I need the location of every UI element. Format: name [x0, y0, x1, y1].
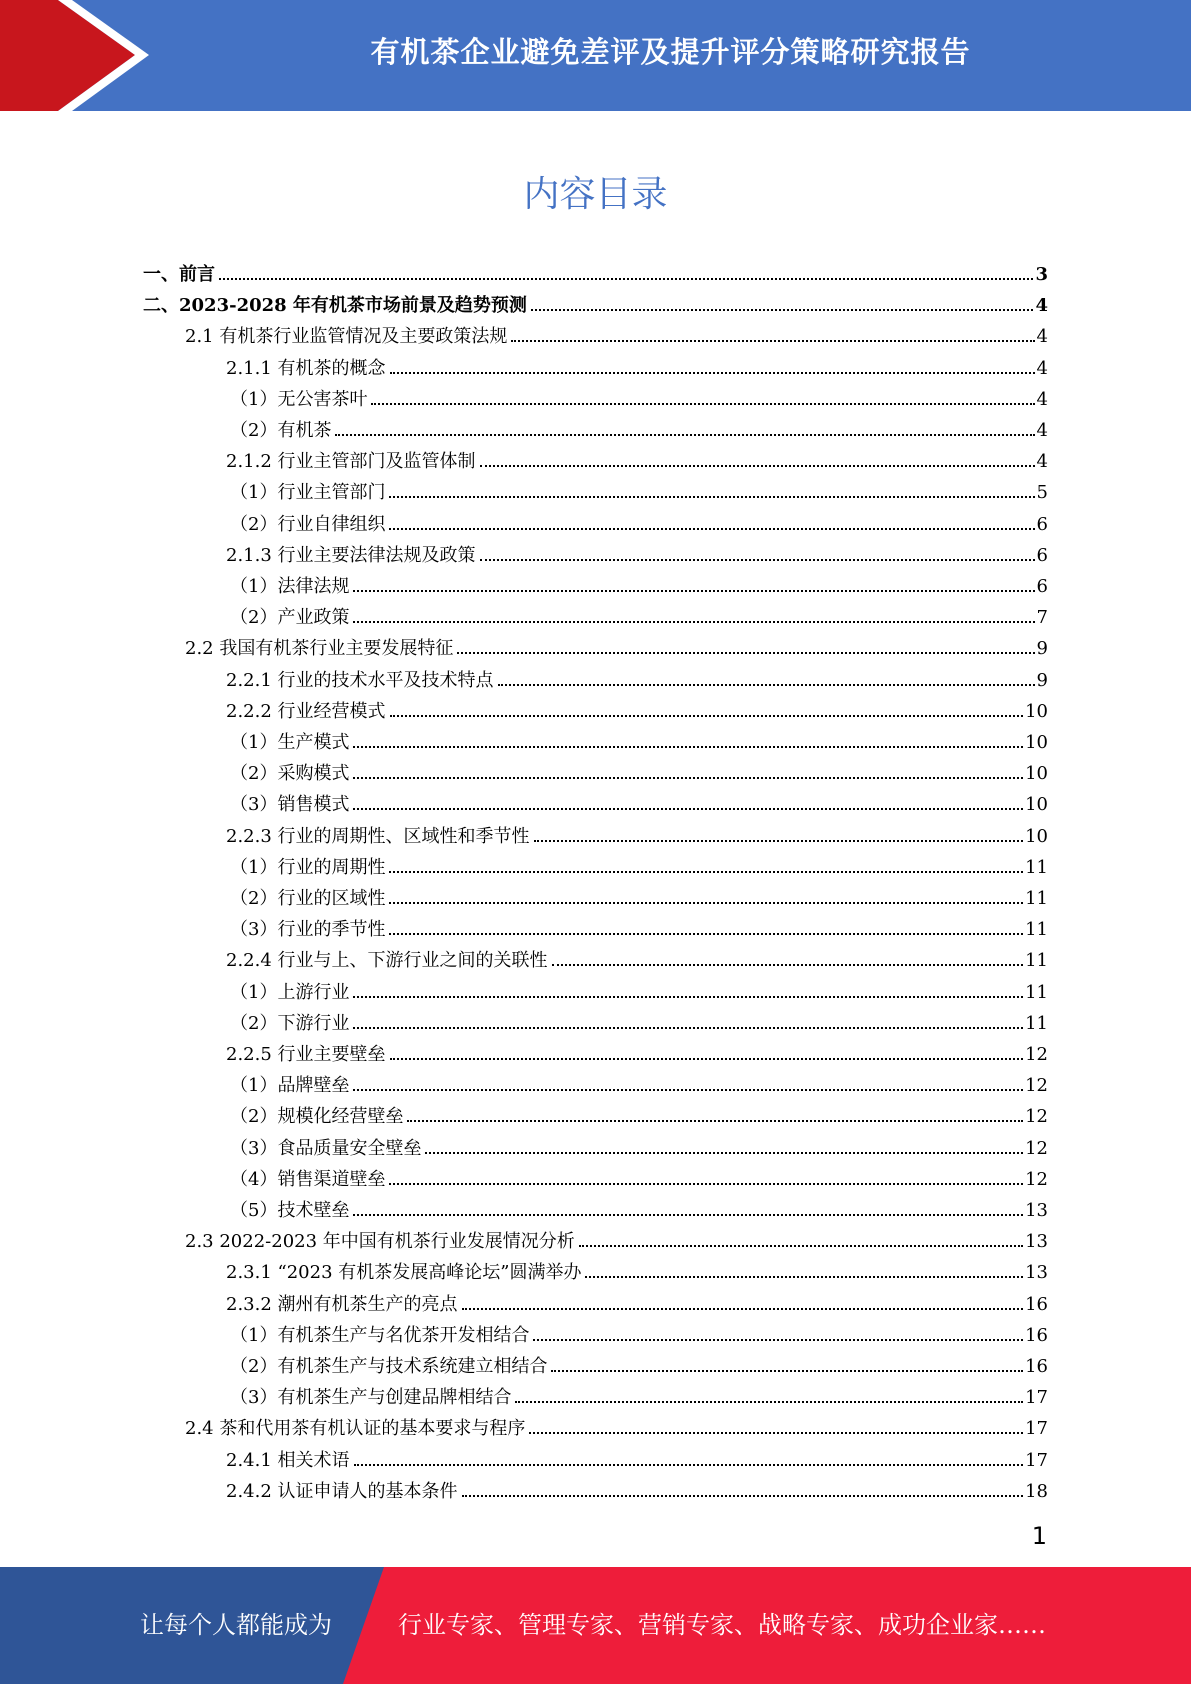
toc-entry-page: 4 [1036, 420, 1048, 441]
toc-entry-page: 16 [1025, 1325, 1048, 1346]
toc-dot-leader [353, 1214, 1023, 1216]
toc-entry-label: 2.2.1 行业的技术水平及技术特点 [226, 670, 494, 691]
toc-entry[interactable] [185, 1408, 1048, 1439]
toc-entry[interactable] [230, 504, 1048, 535]
toc-entry-label: （2）下游行业 [230, 1013, 350, 1034]
toc-entry[interactable] [185, 316, 1048, 347]
toc-entry-label: 2.1.3 行业主要法律法规及政策 [226, 545, 476, 566]
toc-entry-page: 4 [1036, 358, 1048, 379]
toc-entry-page: 16 [1025, 1294, 1048, 1315]
toc-entry-label: 一、前言 [143, 264, 215, 285]
toc-dot-leader [480, 559, 1035, 561]
toc-entry-label: （1）上游行业 [230, 982, 350, 1003]
toc-entry[interactable] [226, 940, 1048, 971]
toc-entry-label: 二、2023-2028 年有机茶市场前景及趋势预测 [143, 295, 527, 316]
toc-entry[interactable] [185, 1221, 1048, 1252]
toc-dot-leader [511, 340, 1034, 342]
toc-entry-page: 16 [1025, 1356, 1048, 1377]
toc-entry-label: （1）行业的周期性 [230, 857, 386, 878]
toc-dot-leader [389, 1183, 1023, 1185]
footer-banner [0, 1567, 1191, 1684]
chevron-arrow-icon [0, 0, 160, 111]
toc-dot-leader [353, 1027, 1023, 1029]
toc-entry-page: 9 [1036, 638, 1048, 659]
toc-dot-leader [498, 684, 1035, 686]
toc-entry-page: 10 [1025, 826, 1048, 847]
toc-entry[interactable] [230, 972, 1048, 1003]
report-title: 有机茶企业避免差评及提升评分策略研究报告 [370, 34, 971, 69]
toc-entry-page: 9 [1036, 670, 1048, 691]
toc-entry[interactable] [230, 1159, 1048, 1190]
toc-entry-label: （2）行业自律组织 [230, 514, 386, 535]
footer-slogan-left: 让每个人都能成为 [140, 1611, 332, 1639]
toc-entry-label: 2.3 2022-2023 年中国有机茶行业发展情况分析 [185, 1231, 575, 1252]
toc-entry[interactable] [226, 691, 1048, 722]
toc-entry[interactable] [230, 597, 1048, 628]
toc-entry[interactable] [230, 1128, 1048, 1159]
toc-dot-leader [353, 590, 1034, 592]
toc-entry-page: 4 [1036, 451, 1048, 472]
toc-entry-label: （2）采购模式 [230, 763, 350, 784]
toc-dot-leader [552, 964, 1024, 966]
toc-entry-label: （5）技术壁垒 [230, 1200, 350, 1221]
toc-entry[interactable] [143, 254, 1048, 285]
toc-entry[interactable] [230, 566, 1048, 597]
toc-entry-page: 12 [1025, 1044, 1048, 1065]
toc-entry[interactable] [226, 441, 1048, 472]
toc-dot-leader [389, 528, 1034, 530]
toc-dot-leader [389, 871, 1023, 873]
toc-entry-label: （1）行业主管部门 [230, 482, 386, 503]
toc-entry[interactable] [230, 847, 1048, 878]
toc-entry-label: （3）销售模式 [230, 794, 350, 815]
toc-dot-leader [219, 278, 1033, 280]
toc-dot-leader [390, 372, 1035, 374]
toc-entry-page: 13 [1025, 1262, 1048, 1283]
toc-entry-page: 10 [1025, 763, 1048, 784]
toc-entry-page: 5 [1036, 482, 1048, 503]
toc-entry-label: 2.1.1 有机茶的概念 [226, 358, 386, 379]
toc-entry-page: 6 [1036, 576, 1048, 597]
toc-entry-label: 2.1 有机茶行业监管情况及主要政策法规 [185, 326, 508, 347]
toc-dot-leader [529, 1432, 1023, 1434]
toc-entry[interactable] [226, 660, 1048, 691]
toc-entry-label: （1）生产模式 [230, 732, 350, 753]
toc-entry[interactable] [226, 1471, 1048, 1502]
toc-entry-label: （2）行业的区域性 [230, 888, 386, 909]
toc-dot-leader [353, 1089, 1023, 1091]
toc-dot-leader [354, 1464, 1024, 1466]
toc-dot-leader [389, 496, 1034, 498]
toc-entry[interactable] [230, 472, 1048, 503]
toc-entry-page: 11 [1025, 1013, 1048, 1034]
toc-entry[interactable] [230, 1065, 1048, 1096]
toc-dot-leader [353, 746, 1023, 748]
toc-entry-label: 2.4 茶和代用茶有机认证的基本要求与程序 [185, 1418, 526, 1439]
toc-entry[interactable] [230, 878, 1048, 909]
toc-entry-page: 3 [1035, 264, 1048, 285]
toc-entry-page: 12 [1025, 1106, 1048, 1127]
toc-entry-page: 10 [1025, 794, 1048, 815]
toc-entry-label: （1）法律法规 [230, 576, 350, 597]
toc-entry-label: 2.2 我国有机茶行业主要发展特征 [185, 638, 454, 659]
toc-entry[interactable] [226, 348, 1048, 379]
toc-entry[interactable] [226, 816, 1048, 847]
toc-dot-leader [457, 652, 1034, 654]
toc-dot-leader [480, 465, 1035, 467]
toc-dot-leader [462, 1495, 1024, 1497]
toc-entry-page: 18 [1025, 1481, 1048, 1502]
toc-entry[interactable] [230, 1315, 1048, 1346]
toc-entry-page: 12 [1025, 1169, 1048, 1190]
toc-dot-leader [462, 1308, 1024, 1310]
toc-dot-leader [407, 1120, 1023, 1122]
toc-dot-leader [371, 403, 1034, 405]
toc-entry-page: 12 [1025, 1138, 1048, 1159]
toc-entry-page: 10 [1025, 701, 1048, 722]
toc-entry-page: 6 [1036, 545, 1048, 566]
toc-entry[interactable] [230, 784, 1048, 815]
toc-entry[interactable] [226, 1440, 1048, 1471]
toc-dot-leader [390, 715, 1024, 717]
toc-entry-label: （1）无公害茶叶 [230, 389, 368, 410]
toc-entry-label: 2.1.2 行业主管部门及监管体制 [226, 451, 476, 472]
toc-entry-label: 2.2.4 行业与上、下游行业之间的关联性 [226, 950, 548, 971]
toc-entry-label: （2）有机茶生产与技术系统建立相结合 [230, 1356, 548, 1377]
toc-entry-label: （3）食品质量安全壁垒 [230, 1138, 422, 1159]
toc-dot-leader [390, 1058, 1024, 1060]
toc-entry[interactable] [230, 753, 1048, 784]
toc-entry[interactable] [230, 1003, 1048, 1034]
toc-entry-label: （2）有机茶 [230, 420, 332, 441]
toc-dot-leader [425, 1152, 1023, 1154]
toc-dot-leader [579, 1245, 1023, 1247]
toc-entry-label: 2.4.2 认证申请人的基本条件 [226, 1481, 458, 1502]
page-number: 1 [1031, 1522, 1047, 1550]
toc-entry[interactable] [230, 1377, 1048, 1408]
toc-entry-page: 6 [1036, 514, 1048, 535]
footer-slogan-right: 行业专家、管理专家、营销专家、战略专家、成功企业家…… [398, 1611, 1046, 1639]
toc-entry-page: 11 [1025, 857, 1048, 878]
toc-entry-page: 4 [1036, 326, 1048, 347]
toc-entry-page: 11 [1025, 950, 1048, 971]
toc-entry-page: 12 [1025, 1075, 1048, 1096]
toc-entry-label: （2）产业政策 [230, 607, 350, 628]
toc-dot-leader [353, 996, 1023, 998]
toc-entry-label: 2.2.2 行业经营模式 [226, 701, 386, 722]
toc-entry-label: 2.3.1 “2023 有机茶发展高峰论坛”圆满举办 [226, 1262, 582, 1283]
toc-dot-leader [531, 309, 1034, 311]
toc-entry[interactable] [230, 722, 1048, 753]
toc-entry[interactable] [226, 1034, 1048, 1065]
toc-entry[interactable] [230, 1096, 1048, 1127]
toc-entry-label: 2.4.1 相关术语 [226, 1450, 350, 1471]
toc-entry-label: 2.2.5 行业主要壁垒 [226, 1044, 386, 1065]
toc-entry[interactable] [185, 628, 1048, 659]
toc-entry-label: （3）有机茶生产与创建品牌相结合 [230, 1387, 512, 1408]
report-header [0, 0, 1191, 111]
toc-entry-page: 13 [1025, 1231, 1048, 1252]
toc-entry[interactable] [226, 535, 1048, 566]
toc-entry-page: 7 [1036, 607, 1048, 628]
toc-entry-page: 4 [1035, 295, 1048, 316]
toc-entry-label: （4）销售渠道壁垒 [230, 1169, 386, 1190]
toc-entry[interactable] [143, 285, 1048, 316]
toc-entry-label: （3）行业的季节性 [230, 919, 386, 940]
toc-entry-label: 2.3.2 潮州有机茶生产的亮点 [226, 1294, 458, 1315]
toc-entry-page: 11 [1025, 982, 1048, 1003]
toc-dot-leader [353, 777, 1023, 779]
toc-entry[interactable] [230, 379, 1048, 410]
toc-dot-leader [585, 1276, 1023, 1278]
toc-entry-label: 2.2.3 行业的周期性、区域性和季节性 [226, 826, 530, 847]
toc-entry-label: （1）有机茶生产与名优茶开发相结合 [230, 1325, 530, 1346]
toc-entry-page: 17 [1025, 1387, 1048, 1408]
toc-dot-leader [533, 1339, 1023, 1341]
toc-entry[interactable] [226, 1252, 1048, 1283]
toc-dot-leader [353, 808, 1023, 810]
toc-dot-leader [515, 1401, 1023, 1403]
toc-dot-leader [353, 621, 1034, 623]
toc-entry[interactable] [230, 909, 1048, 940]
toc-dot-leader [534, 840, 1024, 842]
toc-dot-leader [551, 1370, 1023, 1372]
toc-entry-page: 11 [1025, 888, 1048, 909]
toc-dot-leader [335, 434, 1034, 436]
toc-entry[interactable] [230, 410, 1048, 441]
toc-entry-label: （1）品牌壁垒 [230, 1075, 350, 1096]
toc-entry[interactable] [226, 1284, 1048, 1315]
toc-entry-page: 11 [1025, 919, 1048, 940]
toc-dot-leader [389, 933, 1023, 935]
toc-entry-page: 17 [1025, 1418, 1048, 1439]
toc-entry[interactable] [230, 1346, 1048, 1377]
toc-entry-page: 13 [1025, 1200, 1048, 1221]
toc-entry-page: 10 [1025, 732, 1048, 753]
toc-entry-page: 4 [1036, 389, 1048, 410]
toc-entry-page: 17 [1025, 1450, 1048, 1471]
toc-entry[interactable] [230, 1190, 1048, 1221]
toc-entry-label: （2）规模化经营壁垒 [230, 1106, 404, 1127]
toc-dot-leader [389, 902, 1023, 904]
toc-heading: 内容目录 [523, 174, 668, 215]
